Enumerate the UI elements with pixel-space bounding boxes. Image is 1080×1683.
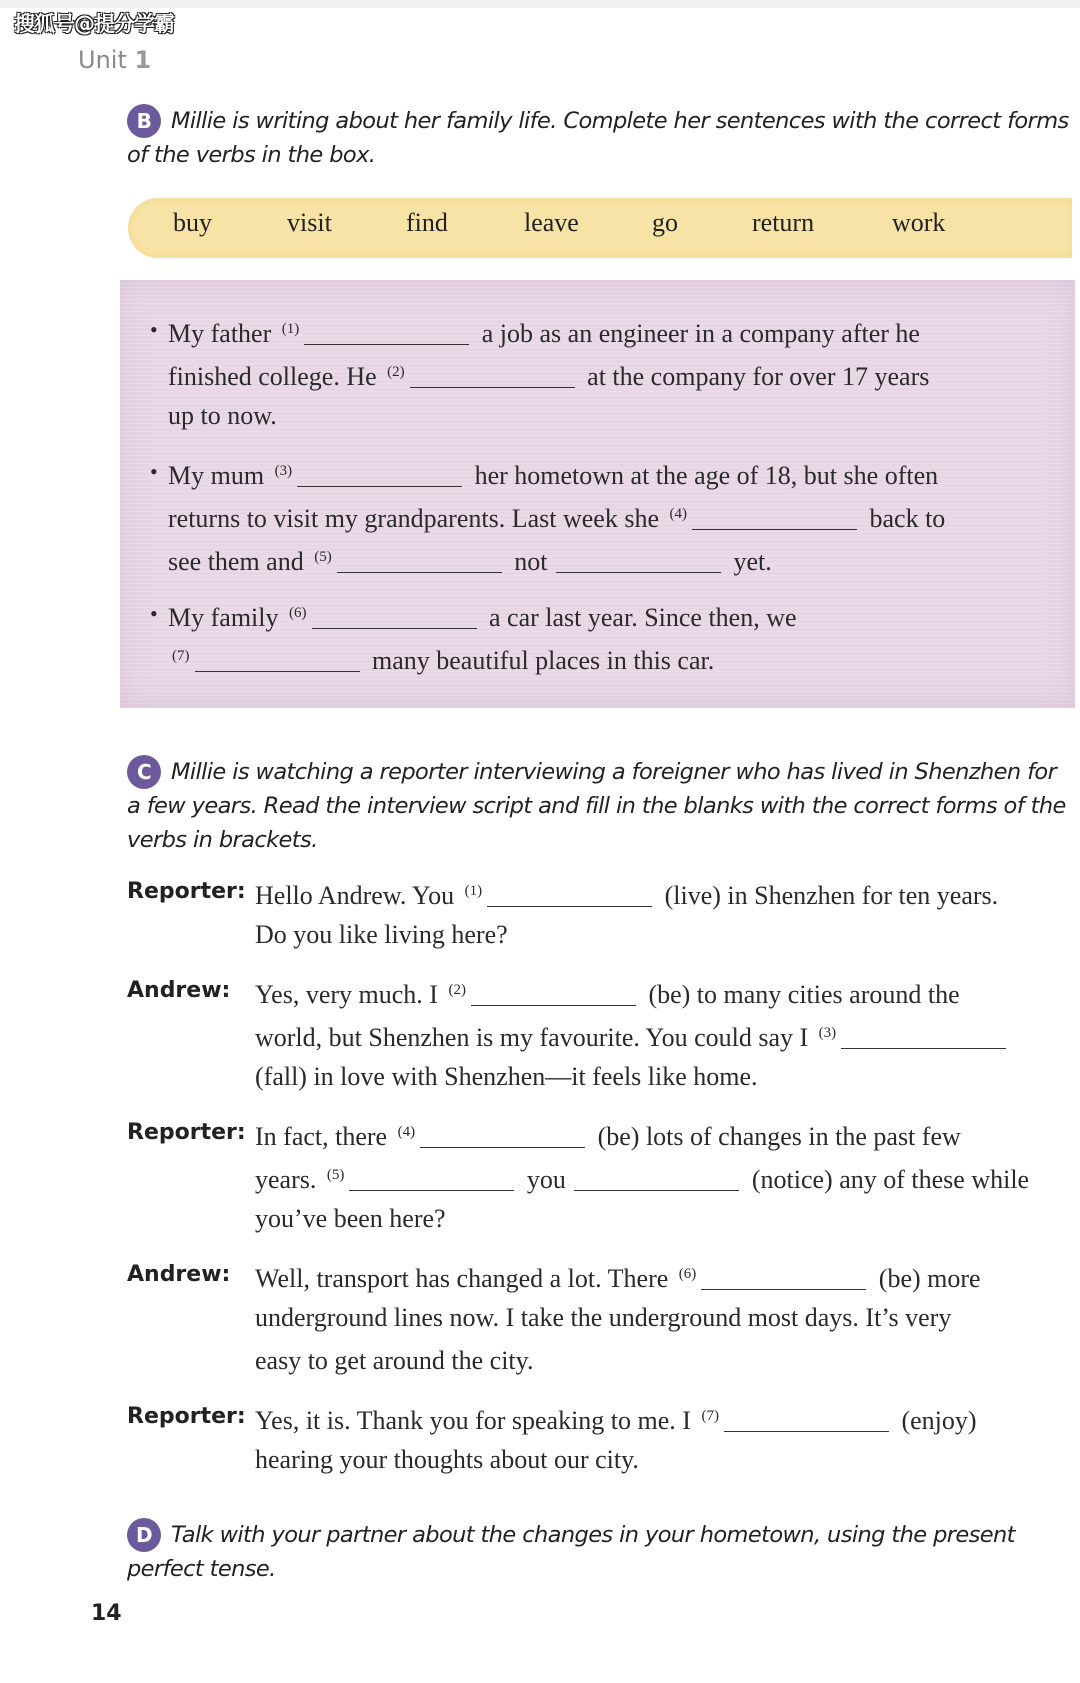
line-text: not <box>514 547 548 576</box>
turn-lines <box>255 870 1072 956</box>
text-line <box>255 969 1072 1012</box>
blank-number: (3) <box>818 1025 837 1041</box>
text-line <box>168 536 1048 579</box>
blank-number: (2) <box>387 364 405 380</box>
line-text: returns to visit my grandparents. Last week she <box>168 504 659 533</box>
line-text: Yes, it is. Thank you for speaking to me. I <box>255 1406 691 1435</box>
line-text: easy to get around the city. <box>255 1346 534 1375</box>
speaker-label: Andrew: <box>127 1262 231 1287</box>
line-text: (be) more <box>878 1264 981 1293</box>
text-line <box>255 1055 1072 1098</box>
blank-number: (5) <box>314 549 332 565</box>
section-b-instruction-text: Millie is writing about her family life. Complete her sentences with the correct forms of the verbs in the box. <box>127 108 1069 168</box>
turn-lines <box>255 1395 1072 1481</box>
answer-blank[interactable] <box>841 1022 1006 1049</box>
bullet-icon: • <box>150 601 158 626</box>
answer-blank[interactable] <box>420 1121 585 1148</box>
text-line <box>255 870 1072 913</box>
blank-number: (7) <box>172 648 190 664</box>
verb-word: visit <box>287 208 332 237</box>
text-line <box>255 1395 1072 1438</box>
dialog-turn <box>127 1253 1072 1382</box>
blank-number: (7) <box>701 1408 719 1424</box>
dialog-turn <box>127 969 1072 1098</box>
line-text: My family <box>168 603 279 632</box>
bullet-item <box>150 450 1048 579</box>
blank-number: (6) <box>678 1266 697 1282</box>
unit-label: Unit <box>78 46 127 74</box>
line-text: a job as an engineer in a company after he <box>481 319 920 348</box>
speaker-label: Andrew: <box>127 978 231 1003</box>
blank-number: (4) <box>397 1124 416 1140</box>
dialog-turn <box>127 870 1072 956</box>
line-text: Well, transport has changed a lot. There <box>255 1264 669 1293</box>
line-text: (be) to many cities around the <box>648 980 960 1009</box>
section-b-badge: B <box>127 104 161 138</box>
text-line <box>168 592 1048 635</box>
line-text: (be) lots of changes in the past few <box>597 1122 961 1151</box>
line-text: you’ve been here? <box>255 1204 446 1233</box>
text-line <box>255 913 1072 956</box>
bullet-icon: • <box>150 459 158 484</box>
text-line <box>168 394 1048 437</box>
blank-number: (1) <box>281 321 300 337</box>
line-text: underground lines now. I take the underground most days. It’s very <box>255 1303 952 1332</box>
line-text: My mum <box>168 461 265 490</box>
answer-blank[interactable] <box>574 1164 739 1191</box>
text-line <box>255 1012 1072 1055</box>
line-text: years. <box>255 1165 317 1194</box>
answer-blank[interactable] <box>349 1164 514 1191</box>
blank-number: (4) <box>669 506 687 522</box>
verb-word: buy <box>173 208 212 237</box>
text-line <box>255 1154 1072 1197</box>
line-text: see them and <box>168 547 304 576</box>
answer-blank[interactable] <box>410 361 575 388</box>
line-text: you <box>526 1165 566 1194</box>
text-line <box>255 1111 1072 1154</box>
section-c-instruction-text: Millie is watching a reporter interviewing a foreigner who has lived in Shenzhen for a few years. Read the interview script and fill in the blanks with the correct forms of the verbs in brackets. <box>127 759 1066 853</box>
answer-blank[interactable] <box>195 645 360 672</box>
line-text: at the company for over 17 years <box>587 362 930 391</box>
line-text: up to now. <box>168 401 277 430</box>
section-c-instruction <box>127 755 1072 857</box>
answer-blank[interactable] <box>337 546 502 573</box>
blank-number: (1) <box>464 883 483 899</box>
verb-word-box <box>128 198 1072 258</box>
line-text: My father <box>168 319 272 348</box>
line-text: In fact, there <box>255 1122 388 1151</box>
watermark: 搜狐号@提分学霸 <box>14 12 174 36</box>
line-text: Hello Andrew. You <box>255 881 455 910</box>
bullet-item <box>150 592 1048 678</box>
speaker-label: Reporter: <box>127 1404 246 1429</box>
turn-lines <box>255 1111 1072 1240</box>
text-line <box>168 308 1048 351</box>
text-line <box>168 351 1048 394</box>
blank-number: (2) <box>448 982 466 998</box>
text-line <box>255 1253 1072 1296</box>
answer-blank[interactable] <box>556 546 721 573</box>
interview-script <box>127 870 1072 1494</box>
verb-word: leave <box>524 208 579 237</box>
dialog-turn <box>127 1395 1072 1481</box>
family-life-text-box <box>120 280 1075 708</box>
verb-word: go <box>652 208 678 237</box>
bullet-item <box>150 308 1048 437</box>
line-text: a car last year. Since then, we <box>489 603 797 632</box>
text-line <box>255 1197 1072 1240</box>
line-text: (live) in Shenzhen for ten years. <box>664 881 999 910</box>
text-line <box>255 1339 1072 1382</box>
section-d-badge: D <box>127 1518 161 1552</box>
bullet-icon: • <box>150 317 158 342</box>
line-text: Yes, very much. I <box>255 980 438 1009</box>
line-text: (enjoy) <box>901 1406 977 1435</box>
dialog-turn <box>127 1111 1072 1240</box>
unit-header <box>78 46 151 74</box>
line-text: finished college. He <box>168 362 377 391</box>
section-b-instruction <box>127 104 1072 172</box>
answer-blank[interactable] <box>471 979 636 1006</box>
page-number: 14 <box>91 1601 122 1626</box>
line-text: Do you like living here? <box>255 920 508 949</box>
line-text: (fall) in love with Shenzhen—it feels like home. <box>255 1062 758 1091</box>
family-life-sentences <box>150 308 1048 691</box>
line-text: hearing your thoughts about our city. <box>255 1445 639 1474</box>
answer-blank[interactable] <box>724 1405 889 1432</box>
line-text: world, but Shenzhen is my favourite. You could say I <box>255 1023 809 1052</box>
speaker-label: Reporter: <box>127 879 246 904</box>
verb-word: return <box>752 208 815 237</box>
line-text: back to <box>869 504 946 533</box>
section-d-instruction-text: Talk with your partner about the changes in your hometown, using the present perfect tense. <box>127 1522 1015 1582</box>
text-line <box>168 450 1048 493</box>
answer-blank[interactable] <box>692 503 857 530</box>
line-text: her hometown at the age of 18, but she often <box>474 461 939 490</box>
turn-lines <box>255 1253 1072 1382</box>
blank-number: (6) <box>289 605 307 621</box>
line-text: (notice) any of these while <box>751 1165 1030 1194</box>
blank-number: (3) <box>274 463 293 479</box>
verb-word: find <box>406 208 448 237</box>
answer-blank[interactable] <box>297 460 462 487</box>
answer-blank[interactable] <box>312 602 477 629</box>
turn-lines <box>255 969 1072 1098</box>
line-text: many beautiful places in this car. <box>372 646 715 675</box>
line-text: yet. <box>733 547 772 576</box>
text-line <box>255 1296 1072 1339</box>
text-line <box>255 1438 1072 1481</box>
top-bar <box>0 0 1080 8</box>
answer-blank[interactable] <box>304 318 469 345</box>
section-c-badge: C <box>127 755 161 789</box>
verb-word: work <box>892 208 946 237</box>
text-line <box>168 635 1048 678</box>
speaker-label: Reporter: <box>127 1120 246 1145</box>
text-line <box>168 493 1048 536</box>
section-d-instruction <box>127 1518 1072 1586</box>
answer-blank[interactable] <box>701 1263 866 1290</box>
unit-number: 1 <box>134 46 152 74</box>
blank-number: (5) <box>326 1167 345 1183</box>
answer-blank[interactable] <box>487 880 652 907</box>
